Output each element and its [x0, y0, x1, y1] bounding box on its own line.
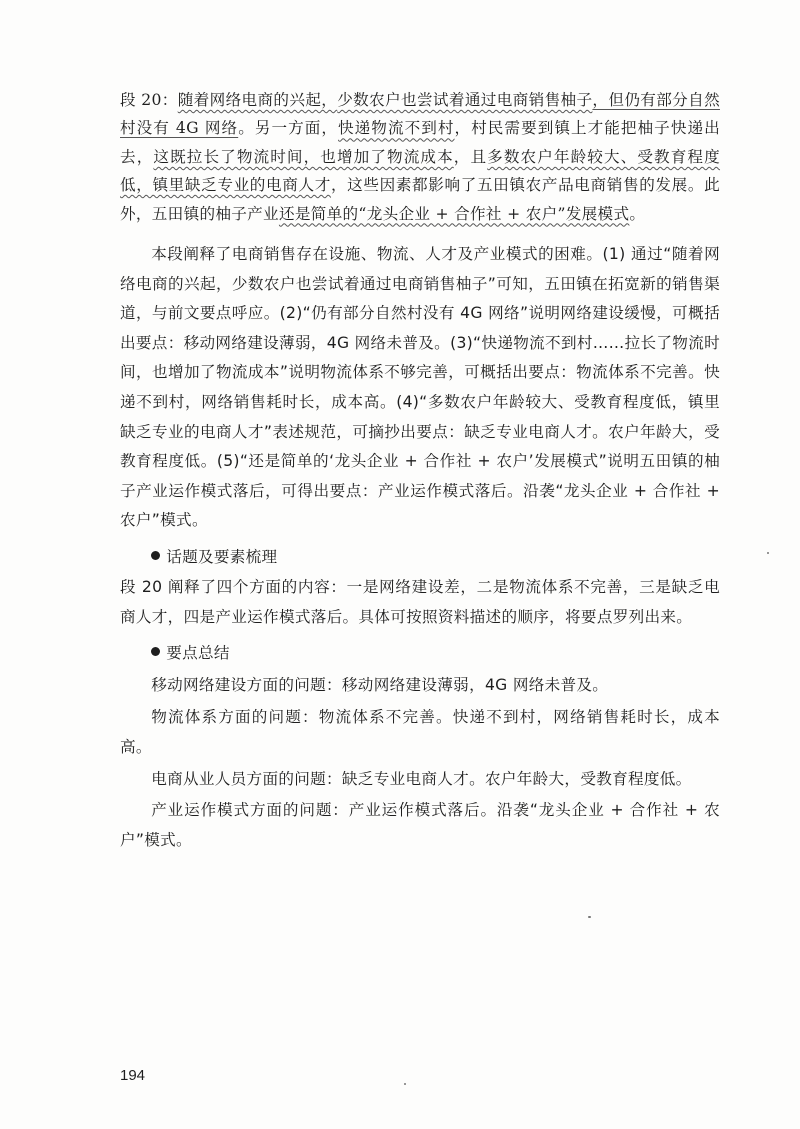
scan-speck	[404, 1083, 406, 1085]
page-content	[120, 86, 720, 856]
summary-heading-text: 要点总结	[166, 644, 230, 663]
source-segment: ，且	[453, 147, 488, 166]
underlined-segment: 少数农户也尝试着通过电商销售柚子	[337, 91, 593, 109]
bullet-icon	[151, 647, 160, 656]
source-paragraph	[120, 86, 720, 228]
underlined-segment: 多数农户年龄较大、受教育程度低，镇里缺乏专业的电商人才	[120, 147, 721, 195]
underlined-segment: ，但仍有部分自然村没有 4G 网络	[120, 91, 720, 138]
underlined-segment: 这既拉长了物流时间，也增加了物流成本	[153, 147, 454, 166]
page-number: 194	[120, 1067, 146, 1084]
summary-item: 产业运作模式方面的问题：产业运作模式落后。沿袭“龙头企业 + 合作社 + 农户”模式。	[120, 801, 720, 850]
source-paragraph-block	[120, 86, 720, 228]
source-label: 段 20：	[120, 91, 178, 109]
summary-item: 物流体系方面的问题：物流体系不完善。快递不到村，网络销售耗时长，成本高。	[120, 707, 720, 756]
topic-body: 段 20 阐释了四个方面的内容：一是网络建设差，二是物流体系不完善，三是缺乏电商人才，四是产业运作模式落后。具体可按照资料描述的顺序，将要点罗列出来。	[120, 577, 720, 626]
source-segment: ，村民需要到镇上才能把柚子快递出去，	[120, 119, 720, 166]
summary-heading	[120, 638, 720, 669]
underlined-segment: 快递物流不到村	[338, 119, 455, 138]
source-segment: 。另一方面，	[238, 119, 339, 138]
summary-item: 移动网络建设方面的问题：移动网络建设薄弱，4G 网络未普及。	[151, 676, 609, 695]
scan-speck	[767, 552, 769, 554]
source-text	[120, 91, 720, 223]
underlined-segment: 还是简单的“龙头企业 + 合作社 + 农户”发展模式	[278, 204, 630, 223]
scan-speck	[588, 916, 591, 918]
source-segment: 。	[629, 204, 646, 223]
source-segment: ，这些因素都影响了五田镇农产品电商销售的发展。此外，五田镇的柚子产业	[120, 176, 721, 223]
analysis-paragraph: 本段阐释了电商销售存在设施、物流、人才及产业模式的困难。(1) 通过“随着网络电商的兴起，少数农户也尝试着通过电商销售柚子”可知，五田镇在拓宽新的销售渠道，与前文要点呼应。(2)“仍有部分自然村没有 4G 网络”说明网络建设缓慢，可概括出要点：移动网络建设薄弱，4G 网络未普及。(3)“快递物流不到村……拉长了物流时间，也增加了物流成本”说明物流体系不够完善，可概括出要点：物流体系不完善。快递不到村，网络销售耗时长，成本高。(4)“多数农户年龄较大、受教育程度低，镇里缺乏专业的电商人才”表述规范，可摘抄出要点：缺乏专业电商人才。农户年龄大，受教育程度低。(5)“还是简单的‘龙头企业 + 合作社 + 农户’发展模式”说明五田镇的柚子产业运作模式落后，可得出要点：产业运作模式落后。沿袭“龙头企业 + 合作社 + 农户”模式。	[120, 245, 720, 530]
topic-heading-text: 话题及要素梳理	[166, 547, 278, 566]
summary-item: 电商从业人员方面的问题：缺乏专业电商人才。农户年龄大，受教育程度低。	[151, 769, 692, 788]
bullet-icon	[151, 551, 160, 560]
topic-heading	[120, 542, 720, 573]
underlined-segment: 随着网络电商的兴起，	[177, 91, 338, 109]
